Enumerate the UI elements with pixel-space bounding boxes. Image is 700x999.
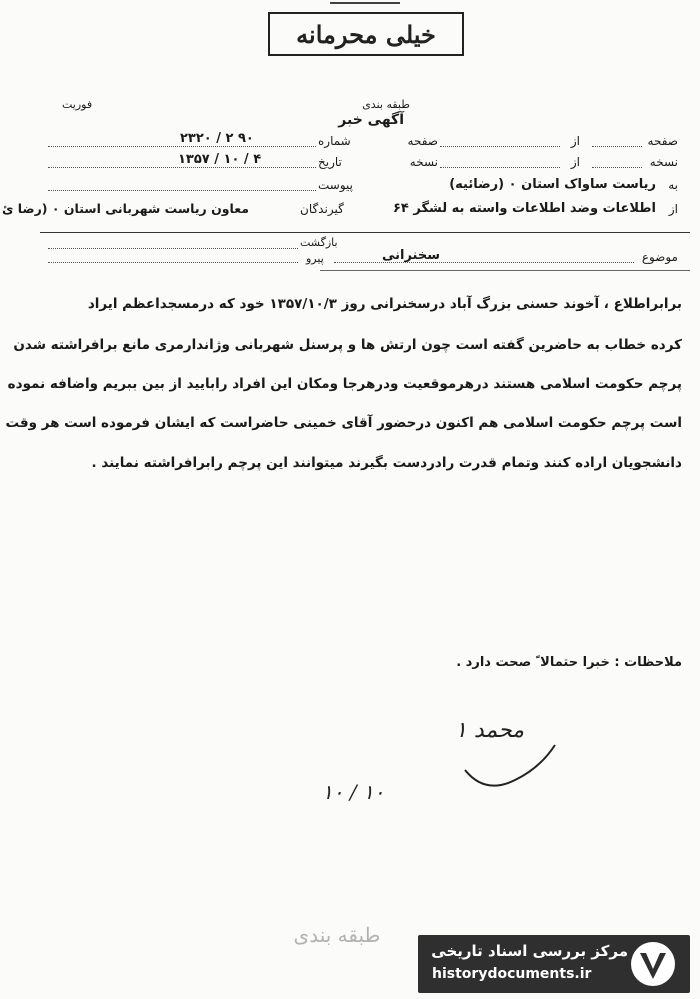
date-dots: [48, 167, 316, 168]
priority-label: فوریت: [62, 98, 93, 111]
subject-label: موضوع: [641, 250, 678, 264]
page2-label: صفحه: [407, 134, 438, 148]
signature-date: ۱۰ / ۱۰: [322, 780, 385, 804]
reply-dots: [48, 248, 298, 249]
copy-of-dots: [440, 167, 560, 168]
stamp-top-line: [330, 2, 400, 4]
classification-stamp: خیلی محرمانه: [268, 12, 464, 56]
classification-label: طبقه بندی: [362, 98, 410, 111]
of-label: از: [570, 134, 580, 148]
bottom-classification-stamp: طبقه بندی: [293, 923, 381, 947]
reply-label: بازگشت: [300, 236, 338, 249]
body-line: است پرچم حکومت اسلامی هم اکنون درحضور آقای خمینی حاضراست که ایشان فرموده است هر وقت: [5, 415, 682, 431]
subject-value: سخنرانی: [381, 248, 440, 263]
signature-flourish: [455, 740, 575, 800]
body-line: دانشجویان اراده کنند وتمام قدرت رادردست بگیرند میتوانند این پرچم رابرافراشته نمایند .: [91, 455, 682, 471]
signature: محمد ۱: [455, 718, 525, 743]
follow-dots: [48, 262, 298, 263]
copy2-label: نسخه: [409, 155, 438, 169]
body-line: کرده خطاب به حاضرین گفته است چون ارتش ها و پرسنل شهربانی وژاندارمری مانع برافراشته شدن: [13, 337, 682, 353]
archive-logo-icon: [628, 939, 678, 989]
from-value: اطلاعات وضد اطلاعات واسته به لشگر ۶۴: [392, 201, 656, 216]
body-line: پرچم حکومت اسلامی هستند درهرموقعیت ودرهرجا ومکان این افراد رابایید از بین ببریم واضافه نموده: [7, 376, 682, 392]
copy-label: نسخه: [649, 155, 678, 169]
date-value: ۱۳۵۷ / ۱۰ / ۴: [178, 152, 262, 167]
number-label: شماره: [318, 134, 351, 148]
attachment-dots: [48, 190, 316, 191]
document-title: آگهی خبر: [338, 112, 404, 128]
remarks: ملاحظات : خبرا حتمالا ً صحت دارد .: [456, 655, 682, 670]
copy-dots: [592, 167, 642, 168]
from-label: از: [668, 202, 678, 216]
number-value: ۲۳۲۰ / ۲ ۹۰: [180, 131, 254, 146]
watermark-url[interactable]: historydocuments.ir: [432, 966, 592, 982]
subject-divider: [320, 270, 690, 271]
page-label: صفحه: [647, 134, 678, 148]
copy-of-label: از: [570, 155, 580, 169]
to-value: ریاست ساواک استان ۰ (رضائیه): [449, 177, 656, 192]
recipients-label: گیرندگان: [300, 202, 344, 216]
attachment-label: پیوست: [318, 178, 353, 192]
follow-label: پیرو: [306, 252, 324, 265]
subject-dots: [334, 262, 634, 263]
body-line: برابراطلاع ، آخوند حسنی بزرگ آباد درسخنرانی روز ۱۳۵۷/۱۰/۳ خود که درمسجداعظم ایراد: [87, 296, 682, 312]
number-dots: [48, 146, 316, 147]
header-divider: [40, 232, 690, 233]
recipients-value: معاون رياست شهربانی استان ۰ (رضا ئ: [2, 201, 250, 216]
of-dots: [440, 146, 560, 147]
to-label: به: [668, 178, 678, 192]
watermark-persian: مرکز بررسی اسناد تاریخی: [431, 942, 628, 960]
page-dots: [592, 146, 642, 147]
date-label: تاریخ: [318, 155, 342, 169]
